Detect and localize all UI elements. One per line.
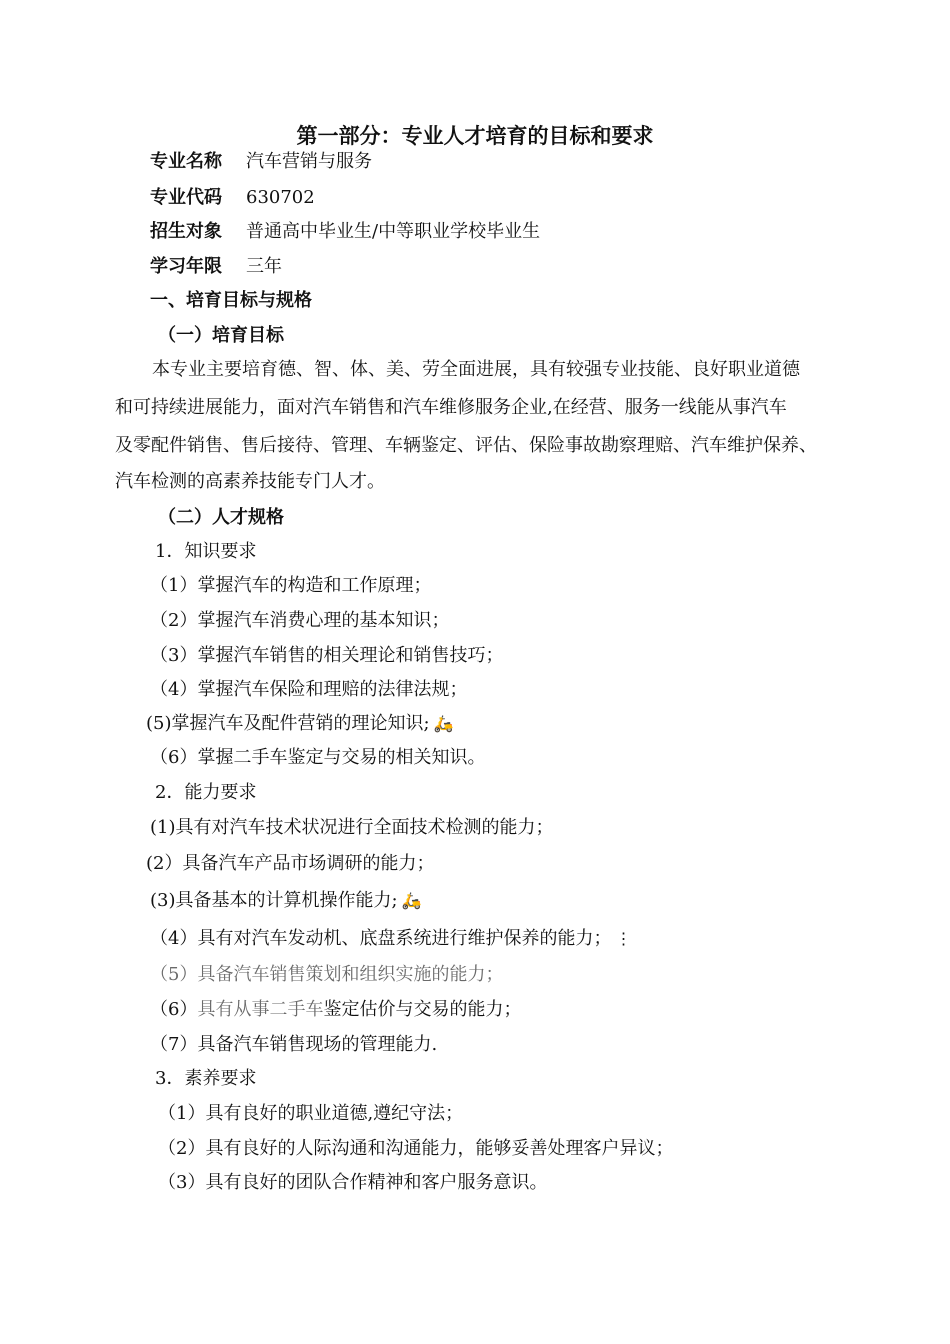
info-label: 招生对象 <box>150 221 222 242</box>
list-item-text: (5)掌握汽车及配件营销的理论知识; <box>146 713 430 734</box>
list-item: （2）掌握汽车消费心理的基本知识； <box>150 610 450 631</box>
paragraph-line: 本专业主要培育德、智、体、美、劳全面进展，具有较强专业技能、良好职业道德 <box>152 359 800 380</box>
list-item: （6）掌握二手车鉴定与交易的相关知识。 <box>150 747 486 768</box>
list-item-text-faded: 具有从事二手车 <box>197 999 324 1020</box>
info-row-enrollment <box>150 220 540 244</box>
info-row-major-code <box>150 186 315 210</box>
info-label: 专业代码 <box>150 187 222 208</box>
info-row-duration <box>150 255 282 279</box>
info-value: 汽车营销与服务 <box>246 151 372 172</box>
vehicle-mark-icon: 🛵 <box>433 714 454 733</box>
list-item-number: （6） <box>150 999 198 1020</box>
info-value: 三年 <box>246 256 282 277</box>
list-item: （1）掌握汽车的构造和工作原理； <box>150 575 432 596</box>
paragraph-line: 及零配件销售、售后接待、管理、车辆鉴定、评估、保险事故勘察理赔、汽车维护保养、 <box>115 435 817 456</box>
info-label: 专业名称 <box>150 151 222 172</box>
list-item: (1)具有对汽车技术状况进行全面技术检测的能力； <box>150 817 554 838</box>
list-item <box>150 998 521 1022</box>
subsection-heading: （一）培育目标 <box>158 325 284 346</box>
info-label: 学习年限 <box>150 256 222 277</box>
info-value: 普通高中毕业生/中等职业学校毕业生 <box>246 221 541 242</box>
list-heading: 1．知识要求 <box>155 541 257 562</box>
vehicle-mark-icon: 🛵 <box>401 891 422 910</box>
subsection-heading: （二）人才规格 <box>158 507 284 528</box>
info-value: 630702 <box>246 187 315 208</box>
list-item: （3）具有良好的团队合作精神和客户服务意识。 <box>158 1172 548 1193</box>
list-item <box>150 927 631 951</box>
section-heading: 一、培育目标与规格 <box>150 290 312 311</box>
list-item: （2）具有良好的人际沟通和沟通能力，能够妥善处理客户异议； <box>158 1138 674 1159</box>
paragraph-line: 和可持续进展能力，面对汽车销售和汽车维修服务企业,在经营、服务一线能从事汽车 <box>115 397 787 418</box>
list-item: （4）掌握汽车保险和理赔的法律法规； <box>150 679 468 700</box>
list-item-text: 鉴定估价与交易的能力； <box>323 999 522 1020</box>
list-item: （1）具有良好的职业道德,遵纪守法； <box>158 1103 464 1124</box>
dots-mark-icon: ⋮ <box>615 929 632 948</box>
list-item: (2）具备汽车产品市场调研的能力； <box>146 853 435 874</box>
list-heading: 2．能力要求 <box>155 782 257 803</box>
list-item: （5）具备汽车销售策划和组织实施的能力； <box>150 964 504 985</box>
list-item-text: (3)具备基本的计算机操作能力; <box>150 890 398 911</box>
list-heading: 3．素养要求 <box>155 1068 257 1089</box>
list-item <box>150 889 421 913</box>
list-item <box>146 712 453 736</box>
list-item: （3）掌握汽车销售的相关理论和销售技巧； <box>150 645 504 666</box>
list-item-text: （4）具有对汽车发动机、底盘系统进行维护保养的能力； <box>150 928 612 949</box>
info-row-major-name <box>150 150 372 174</box>
page-title: 第一部分：专业人才培育的目标和要求 <box>296 124 654 148</box>
paragraph-line: 汽车检测的高素养技能专门人才。 <box>115 471 385 492</box>
list-item: （7）具备汽车销售现场的管理能力. <box>150 1034 438 1055</box>
